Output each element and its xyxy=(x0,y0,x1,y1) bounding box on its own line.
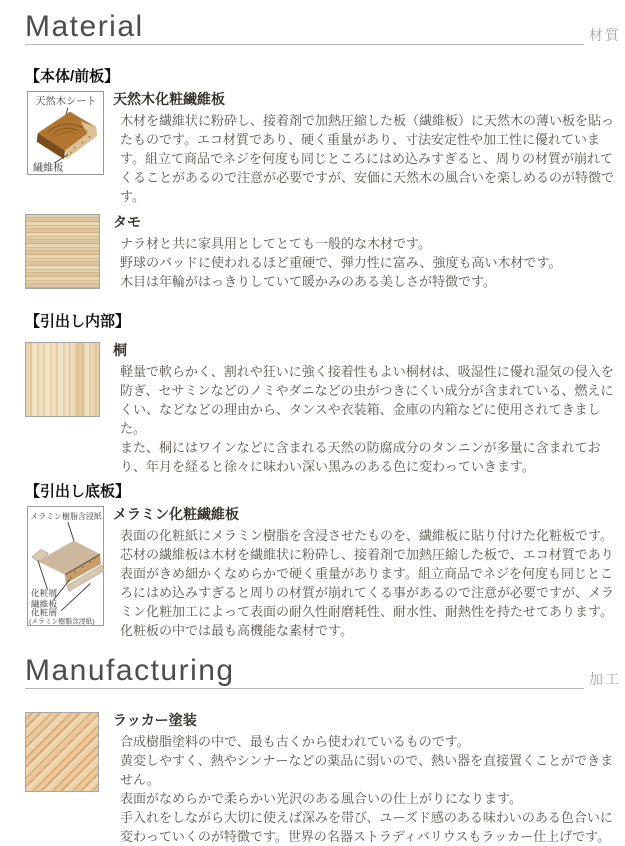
manufacturing-section-header xyxy=(25,656,621,689)
veneer-board-description: 木材を繊維状に粉砕し、接着剤で加熱圧縮した板（繊維板）に天然木の薄い板を貼ったものです。エコ材質であり、硬く重量があり、寸法安定性や加工性に優れています。組立て商品でネジを何度も同じところにはめ込みすぎると、周りの材質が崩れてくることがあるので注意が必要ですが、安価に天然木の風合いを楽しめるのが特徴です。 xyxy=(120,113,615,204)
veneer-board-diagram xyxy=(27,91,104,175)
material-item-kiri xyxy=(25,342,621,476)
manufacturing-heading: Manufacturing xyxy=(25,656,584,689)
melamine-layer-label: 化粧層 xyxy=(30,588,58,599)
kiri-description-paragraph: また、桐にはワインなどに含まれる天然の防腐成分のタンニンが多量に含まれており、年月を経ると徐々に味わい深い黒みのある色に変わっていきます。 xyxy=(120,440,601,474)
lacquer-description-line: 表面がなめらかで柔らかい光沢のある風合いの仕上がりになります。 xyxy=(120,791,522,806)
group-heading-drawer-inner: 【引出し内部】 xyxy=(25,313,131,330)
melamine-board-diagram xyxy=(27,506,104,626)
melamine-figure xyxy=(25,506,113,626)
lacquer-figure xyxy=(25,712,113,792)
lacquer-description-line: 黄変しやすく、熱やシンナーなどの薬品に弱いので、熱い器を直接置くことができません。 xyxy=(120,753,614,787)
lacquer-title: ラッカー塗装 xyxy=(113,712,197,728)
veneer-board-text xyxy=(113,91,621,206)
material-item-tamo xyxy=(25,214,621,291)
lacquer-description-line: 合成樹脂塗料の中で、最も古くから使われているものです。 xyxy=(120,734,470,749)
kiri-figure xyxy=(25,342,113,417)
tamo-title: タモ xyxy=(113,214,141,230)
material-heading-jp: 材質 xyxy=(589,27,621,43)
tamo-description-line: ナラ材と共に家具用としてとても一般的な木材です。 xyxy=(120,236,431,251)
lacquer-wood-swatch xyxy=(25,712,99,792)
material-item-melamine xyxy=(25,506,621,640)
melamine-description: 表面の化粧紙にメラミン樹脂を含浸させたものを、繊維板に貼り付けた化粧板です。芯材の繊維板は木材を繊維状に粉砕し、接着剤で加熱圧縮した板で、エコ材質であり表面がきめ細かくなめらかで硬く重量があります。組立商品でネジを何度も同じところにはめ込みすぎると周りの材質が崩れてくる事があるので注意が必要ですが、メラミン化粧加工によって表面の耐久性耐磨耗性、耐水性、耐熱性を持たせてあります。化粧板の中では最も高機能な素材です。 xyxy=(120,528,615,638)
veneer-sheet-label: 天然木シート xyxy=(35,96,97,108)
material-heading: Material xyxy=(25,12,584,45)
kiri-description-paragraph: 軽量で軟らかく、割れや狂いに強く接着性もよい桐材は、吸湿性に優れ湿気の侵入を防ぎ、セサミンなどのノミやダニなどの虫がつきにくい成分が含まれている、燃えにくい、などなどの理由から、タンスや衣装箱、金庫の内箱などに使用されてきました。 xyxy=(120,364,614,436)
group-heading-front-panel: 【本体/前板】 xyxy=(25,68,120,85)
kiri-text xyxy=(113,342,621,476)
melamine-core-label: 繊維板 xyxy=(30,598,58,609)
group-heading-drawer-bottom: 【引出し底板】 xyxy=(25,483,131,500)
veneer-board-figure xyxy=(25,91,113,175)
lacquer-text xyxy=(113,712,621,846)
tamo-description-line: 野球のバッドに使われるほど重硬で、弾力性に富み、強度も高い木材です。 xyxy=(120,255,562,270)
melamine-bottom-layer-label: 化粧層 xyxy=(30,607,58,618)
tamo-figure xyxy=(25,214,113,289)
material-section-header xyxy=(25,12,621,45)
veneer-board-title: 天然木化粧繊維板 xyxy=(113,91,225,107)
lacquer-description-paragraph: 手入れをしながら大切に使えば深みを帯び、ユーズド感のある味わいのある色合いに変わっていくのが特徴です。世界の名器ストラディバリウスもラッカー仕上げです。 xyxy=(120,810,613,844)
melamine-title: メラミン化粧繊維板 xyxy=(113,506,239,522)
melamine-text xyxy=(113,506,621,640)
melamine-paper-label: メラミン樹脂含浸紙 xyxy=(30,512,102,522)
material-item-veneer-board xyxy=(25,91,621,206)
fiberboard-label: 繊維板 xyxy=(32,162,64,174)
manufacturing-heading-jp: 加工 xyxy=(589,671,621,687)
tamo-text xyxy=(113,214,621,291)
melamine-bottom-paper-label: (メラミン樹脂含浸紙) xyxy=(28,618,95,626)
tamo-description-line: 木目は年輪がはっきりしていて暖かみのある美しさが特徴です。 xyxy=(120,274,496,289)
manufacturing-item-lacquer xyxy=(25,712,621,846)
tamo-wood-swatch xyxy=(25,214,100,289)
kiri-title: 桐 xyxy=(113,342,127,358)
kiri-wood-swatch xyxy=(25,342,100,417)
